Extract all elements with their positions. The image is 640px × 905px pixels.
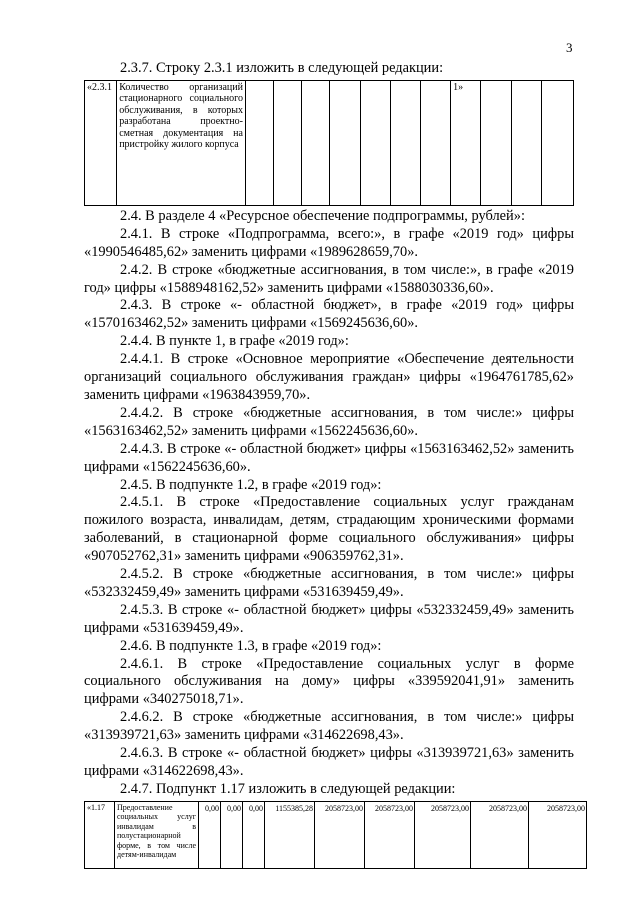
paragraph: 2.4.4. В пункте 1, в графе «2019 год»: <box>120 333 349 350</box>
table1-code-cell: «2.3.1 <box>85 80 117 205</box>
table1-empty-cell <box>360 80 390 205</box>
section-heading-2-3-7: 2.3.7. Строку 2.3.1 изложить в следующей редакции: <box>120 60 444 76</box>
table2-code-cell: «1.17 <box>85 801 115 868</box>
table2-value-cell: 2058723,00 <box>471 801 529 868</box>
document-body <box>84 60 585 869</box>
table1-empty-cell <box>481 80 511 205</box>
paragraph: 2.4.5.2. В строке «бюджетные ассигнования, в том числе:» цифры «532332459,49» заменить цифрами «531639459,49». <box>84 566 574 600</box>
page-number: 3 <box>566 40 573 55</box>
paragraph: 2.4. В разделе 4 «Ресурсное обеспечение подпрограммы, рублей»: <box>120 207 525 224</box>
table1-empty-cell <box>330 80 360 205</box>
paragraph: 2.4.6.1. В строке «Предоставление социальных услуг в форме социального обслуживания на дому» цифры «339592041,91» заменить цифрами «340275018,71». <box>84 655 574 708</box>
table2-value-cell: 0,00 <box>199 801 221 868</box>
paragraph: 2.4.5.1. В строке «Предоставление социальных услуг гражданам пожилого возраста, инвалидам, детям, страдающим хроническими формами заболеваний, в стационарной форме социального обслуживания» цифры «907052762,31» заменить цифрами «906359762,31». <box>84 494 574 565</box>
table1-empty-cell <box>245 80 273 205</box>
paragraph: 2.4.6.2. В строке «бюджетные ассигнования, в том числе:» цифры «313939721,63» заменить цифрами «314622698,43». <box>84 709 574 744</box>
table2-value-cell: 2058723,00 <box>315 801 365 868</box>
table1-empty-cell <box>390 80 420 205</box>
table2-value-cell: 1155385,28 <box>265 801 315 868</box>
table2-value-cell: 2058723,00 <box>365 801 415 868</box>
table1-empty-cell <box>302 80 330 205</box>
table1-empty-cell <box>541 80 573 205</box>
paragraph: 2.4.6.3. В строке «- областной бюджет» цифры «313939721,63» заменить цифрами «314622698,43». <box>84 745 574 779</box>
table2-value-cell: 2058723,00 <box>415 801 471 868</box>
table2-value-cell: 2058723,00 <box>529 801 587 868</box>
table-row-2-3-1 <box>84 80 574 206</box>
table1-empty-cell <box>274 80 302 205</box>
paragraph: 2.4.4.2. В строке «бюджетные ассигнования, в том числе:» цифры «1563163462,52» заменить цифрами «1562245636,60». <box>84 404 574 439</box>
table2-value-cell: 0,00 <box>243 801 265 868</box>
table2-value-cell: 0,00 <box>221 801 243 868</box>
paragraph: 2.4.1. В строке «Подпрограмма, всего:», в графе «2019 год» цифры «1990546485,62» заменить цифрами «1989628659,70». <box>84 225 574 260</box>
table1-indicator-text: Количество организаций стационарного социального обслуживания, в которых разработана проектно-сметная документация на пристройку жилого корпуса <box>117 80 246 205</box>
table1-empty-cell <box>511 80 541 205</box>
table2-indicator-text: Предоставление социальных услуг инвалидам в полустационарной форме, в том числе детям-инвалидам <box>115 801 199 868</box>
table1-empty-cell <box>421 80 451 205</box>
paragraph: 2.4.4.1. В строке «Основное мероприятие «Обеспечение деятельности организаций социального обслуживания граждан» цифры «1964761785,62» заменить цифрами «1963843959,70». <box>84 351 574 403</box>
table-row-1-17 <box>84 801 587 869</box>
paragraph: 2.4.5. В подпункте 1.2, в графе «2019 год»: <box>120 476 382 493</box>
paragraph: 2.4.2. В строке «бюджетные ассигнования, в том числе:», в графе «2019 год» цифры «1588948162,52» заменить цифрами «1588030336,60». <box>84 261 574 296</box>
paragraph: 2.4.7. Подпункт 1.17 изложить в следующей редакции: <box>120 780 456 797</box>
paragraph: 2.4.4.3. В строке «- областной бюджет» цифры «1563163462,52» заменить цифрами «1562245636,60». <box>84 440 574 475</box>
paragraph: 2.4.5.3. В строке «- областной бюджет» цифры «532332459,49» заменить цифрами «531639459,49». <box>84 601 574 636</box>
paragraph: 2.4.6. В подпункте 1.3, в графе «2019 год»: <box>120 637 382 654</box>
paragraph-list <box>84 208 574 799</box>
paragraph: 2.4.3. В строке «- областной бюджет», в графе «2019 год» цифры «1570163462,52» заменить цифрами «1569245636,60». <box>84 297 574 332</box>
table1-value-cell: 1» <box>451 80 481 205</box>
